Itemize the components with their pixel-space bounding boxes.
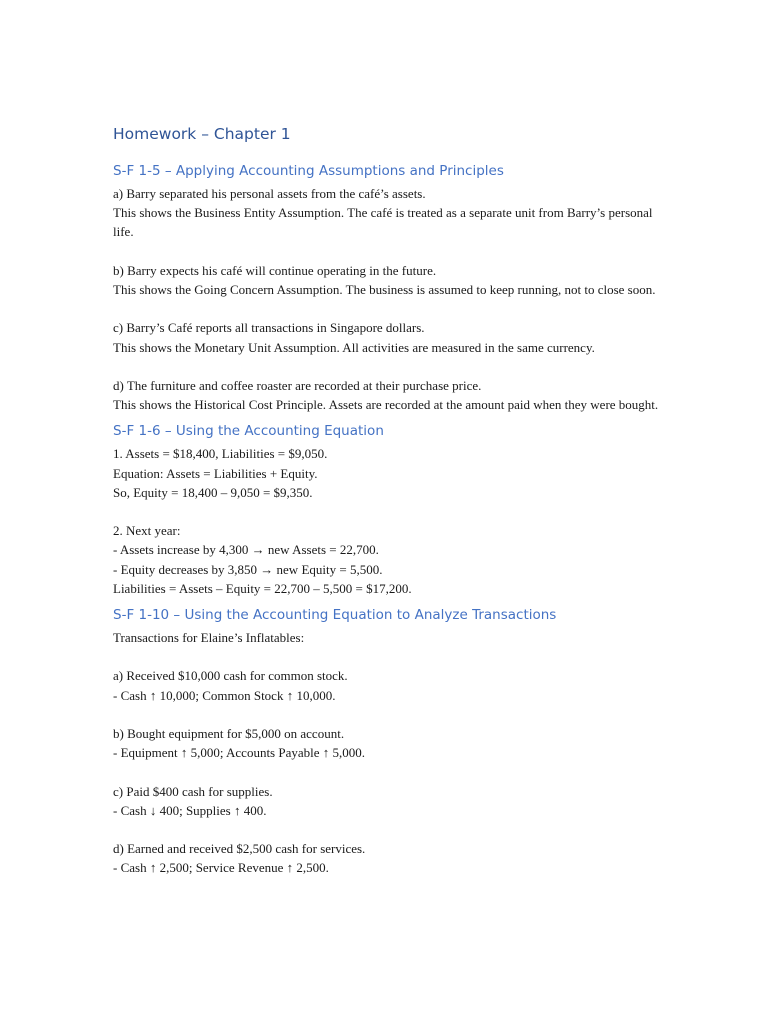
- section-heading: S-F 1-6 – Using the Accounting Equation: [113, 423, 384, 440]
- paragraph: b) Barry expects his café will continue operating in the future. This shows the Going Concern Assumption. The business is assumed to keep running, not to close soon.: [113, 262, 656, 297]
- section-heading: S-F 1-5 – Applying Accounting Assumptions and Principles: [113, 163, 504, 179]
- paragraph: d) The furniture and coffee roaster are recorded at their purchase price. This shows the Historical Cost Principle. Assets are recorded at the amount paid when they were bought.: [113, 377, 659, 413]
- paragraph: Transactions for Elaine’s Inflatables:: [113, 630, 305, 645]
- section-heading: S-F 1-10 – Using the Accounting Equation to Analyze Transactions: [113, 607, 557, 623]
- section-sf-1-10: [113, 604, 668, 878]
- paragraph: d) Earned and received $2,500 cash for services. - Cash ↑ 2,500; Service Revenue ↑ 2,500.: [113, 841, 366, 876]
- section-sf-1-5: [113, 160, 668, 414]
- paragraph: 2. Next year: - Assets increase by 4,300 → new Assets = 22,700. - Equity decreases by 3,850 → new Equity = 5,500. Liabilities = Assets – Equity = 22,700 – 5,500 = $17,200.: [113, 523, 412, 596]
- paragraph: a) Barry separated his personal assets from the café’s assets. This shows the Business Entity Assumption. The café is treated as a separate unit from Barry’s personal life.: [113, 186, 653, 240]
- paragraph: a) Received $10,000 cash for common stock. - Cash ↑ 10,000; Common Stock ↑ 10,000.: [113, 668, 348, 703]
- paragraph: 1. Assets = $18,400, Liabilities = $9,050. Equation: Assets = Liabilities + Equity. So, Equity = 18,400 – 9,050 = $9,350.: [113, 446, 328, 500]
- section-sf-1-6: [113, 420, 668, 598]
- document-title: Homework – Chapter 1: [113, 125, 291, 143]
- paragraph: b) Bought equipment for $5,000 on account. - Equipment ↑ 5,000; Accounts Payable ↑ 5,000.: [113, 725, 366, 761]
- paragraph: c) Paid $400 cash for supplies. - Cash ↓ 400; Supplies ↑ 400.: [113, 783, 273, 818]
- paragraph: c) Barry’s Café reports all transactions in Singapore dollars. This shows the Monetary Unit Assumption. All activities are measured in the same currency.: [113, 320, 595, 355]
